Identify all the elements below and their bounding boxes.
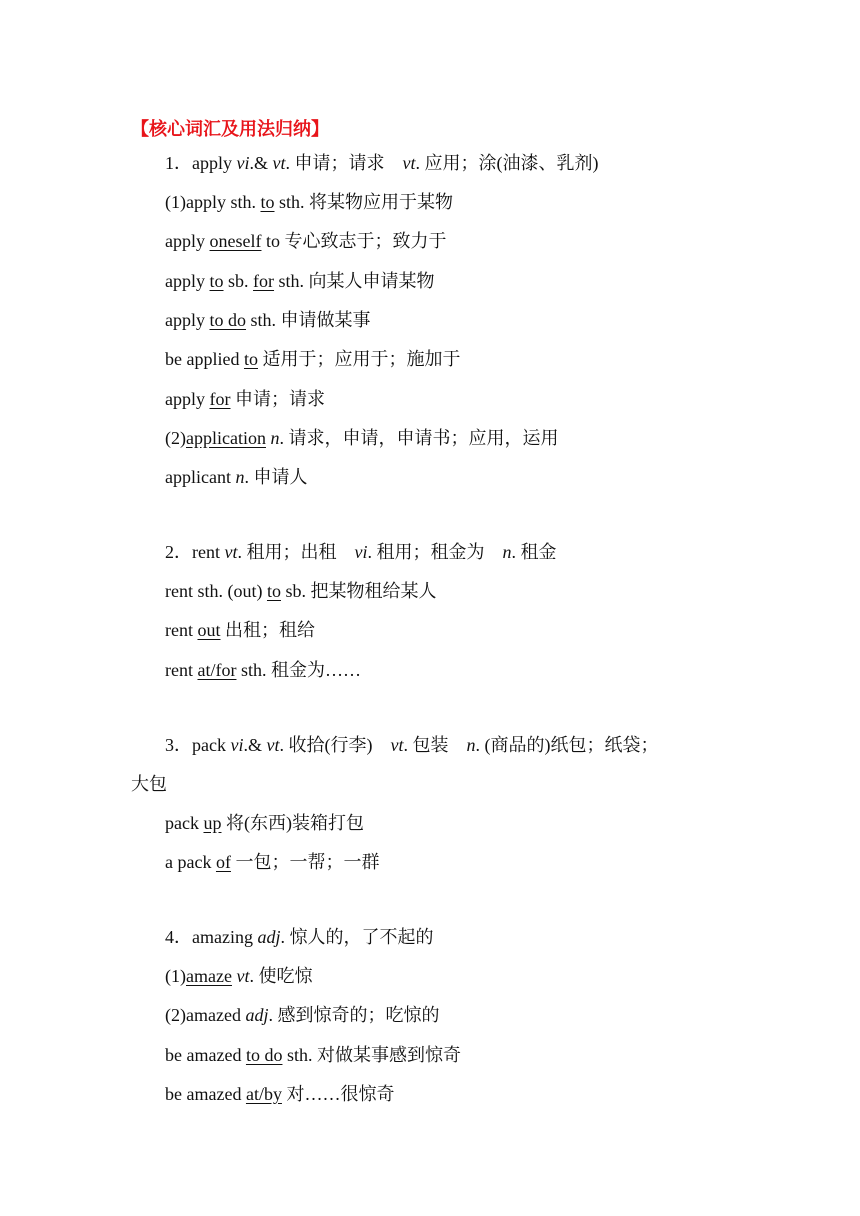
part-of-speech: vt xyxy=(390,735,404,755)
headword: apply xyxy=(192,153,237,173)
usage-line: be applied to 适用于；应用于；施加于 xyxy=(165,349,461,369)
part-of-speech: vi xyxy=(230,735,244,755)
entry-number: 2． xyxy=(165,542,192,562)
entry-1-headword-line: 1．apply vi.& vt. 申请；请求 vt. 应用；涂(油漆、乳剂) xyxy=(165,153,599,173)
part-of-speech: adj xyxy=(245,1005,269,1025)
entry-4-headword-line xyxy=(165,925,434,949)
underlined-blank: up xyxy=(203,813,222,833)
underlined-blank: of xyxy=(215,852,231,872)
definition: . 租金 xyxy=(511,542,557,562)
entry-number: 4． xyxy=(165,927,192,947)
entry-3-headword-continuation: 大包 xyxy=(131,774,167,794)
usage-line: pack up 将(东西)装箱打包 xyxy=(165,813,364,833)
usage-line: apply oneself to 专心致志于；致力于 xyxy=(165,231,447,251)
part-of-speech: adj xyxy=(257,927,281,947)
underlined-blank: oneself xyxy=(209,231,262,251)
definition: . 申请；请求 xyxy=(285,153,385,173)
part-of-speech: vt xyxy=(272,153,286,173)
underlined-blank: to xyxy=(266,581,281,601)
underlined-blank: application xyxy=(186,428,266,448)
usage-line: applicant n. 申请人 xyxy=(165,467,308,487)
usage-line: rent sth. (out) to sb. 把某物租给某人 xyxy=(165,581,437,601)
definition: . (商品的)纸包；纸袋； xyxy=(475,735,659,755)
definition: . 租用；出租 xyxy=(237,542,337,562)
usage-line: (2)application n. 请求，申请，申请书；应用，运用 xyxy=(165,428,559,448)
usage-line: (1)amaze vt. 使吃惊 xyxy=(165,966,313,986)
usage-line: (1)apply sth. to sth. 将某物应用于某物 xyxy=(165,192,454,212)
underlined-blank: to do xyxy=(245,1045,283,1065)
usage-line: be amazed to do sth. 对做某事感到惊奇 xyxy=(165,1045,461,1065)
headword: pack xyxy=(192,735,231,755)
usage-line: (2)amazed adj. 感到惊奇的；吃惊的 xyxy=(165,1005,440,1025)
part-of-speech: vt xyxy=(231,966,250,986)
usage-line: rent at/for sth. 租金为…… xyxy=(165,660,361,680)
underlined-blank: to xyxy=(260,192,275,212)
usage-line: apply to do sth. 申请做某事 xyxy=(165,310,371,330)
underlined-blank: to xyxy=(243,349,258,369)
part-of-speech: vt xyxy=(402,153,416,173)
headword: rent xyxy=(192,542,225,562)
underlined-blank: for xyxy=(253,271,275,291)
underlined-blank: for xyxy=(209,389,231,409)
entry-3-headword-line: 3．pack vi.& vt. 收拾(行李) vt. 包装 n. (商品的)纸包；纸袋； xyxy=(165,735,659,755)
entry-number: 3． xyxy=(165,735,192,755)
part-of-speech: n xyxy=(466,735,476,755)
entry-number: 1． xyxy=(165,153,192,173)
usage-line: be amazed at/by 对……很惊奇 xyxy=(165,1084,395,1104)
part-of-speech: vt xyxy=(266,735,280,755)
part-of-speech: vi xyxy=(354,542,368,562)
definition: . 惊人的，了不起的 xyxy=(280,927,434,947)
underlined-blank: at/by xyxy=(245,1084,282,1104)
definition: . 应用；涂(油漆、乳剂) xyxy=(415,153,599,173)
part-of-speech: n xyxy=(235,467,245,487)
usage-line: apply for 申请；请求 xyxy=(165,389,325,409)
headword: amazing xyxy=(192,927,258,947)
underlined-blank: at/for xyxy=(197,660,237,680)
part-of-speech: n xyxy=(502,542,512,562)
entry-2-headword-line xyxy=(165,540,556,564)
part-of-speech: vi xyxy=(236,153,250,173)
underlined-blank: to do xyxy=(209,310,247,330)
underlined-blank: amaze xyxy=(186,966,232,986)
definition: . 租用；租金为 xyxy=(367,542,485,562)
part-of-speech: vt xyxy=(224,542,238,562)
usage-line: rent out 出租；租给 xyxy=(165,620,315,640)
underlined-blank: out xyxy=(197,620,221,640)
part-of-speech: n xyxy=(265,428,280,448)
section-heading: 【核心词汇及用法归纳】 xyxy=(131,119,329,140)
definition: . 包装 xyxy=(403,735,449,755)
usage-line: a pack of 一包；一帮；一群 xyxy=(165,852,380,872)
definition: . 收拾(行李) xyxy=(279,735,373,755)
underlined-blank: to xyxy=(209,271,224,291)
usage-line: apply to sb. for sth. 向某人申请某物 xyxy=(165,271,435,291)
